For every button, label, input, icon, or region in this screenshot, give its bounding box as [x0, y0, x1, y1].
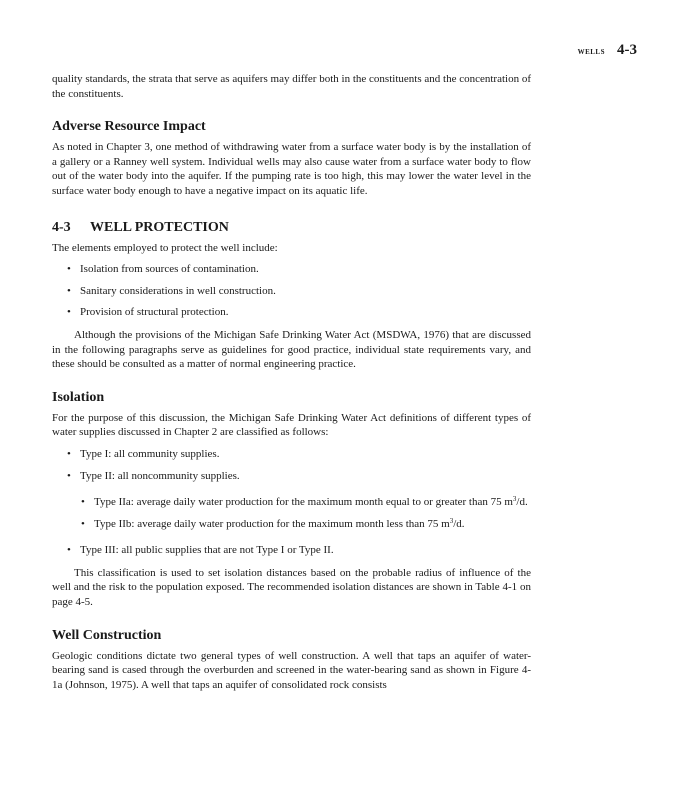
- list-item: • Isolation from sources of contamination.: [52, 262, 531, 277]
- unit-suffix: /d.: [516, 496, 528, 509]
- well-construction-heading: Well Construction: [52, 627, 162, 643]
- list-item: [52, 495, 531, 510]
- isolation-paragraph: For the purpose of this discussion, the Michigan Safe Drinking Water Act definitions of different types of water supplies discussed in Chapter 2 are classified as follows:: [52, 411, 531, 439]
- list-item: • Type II: all noncommunity supplies.: [52, 469, 531, 484]
- list-item: • Type I: all community supplies.: [52, 447, 531, 462]
- unit-suffix: /d.: [453, 517, 465, 530]
- adverse-impact-heading: Adverse Resource Impact: [52, 119, 206, 135]
- page-number: 4-3: [617, 42, 637, 58]
- unit-exponent: 3: [512, 495, 517, 504]
- type-2b-text: Type IIb: average daily water production for the maximum month less than 75 m: [94, 517, 450, 530]
- protection-intro: The elements employed to protect the well include:: [52, 241, 278, 254]
- supply-type-list: [52, 447, 531, 483]
- unit-exponent: 3: [449, 516, 454, 525]
- list-item: [52, 517, 531, 532]
- protection-list: [52, 262, 531, 320]
- protection-paragraph: Although the provisions of the Michigan Safe Drinking Water Act (MSDWA, 1976) that are discussed in the following paragraphs serve as guidelines for good practice, individual state requirements vary, and these should be consulted as a matter of normal engineering practice.: [52, 328, 531, 371]
- supply-subtype-list: [52, 495, 531, 531]
- page-body: [52, 72, 531, 692]
- intro-paragraph: quality standards, the strata that serve as aquifers may differ both in the constituents and the concentration of the constituents.: [52, 73, 531, 100]
- adverse-impact-paragraph: As noted in Chapter 3, one method of withdrawing water from a surface water body is by the installation of a gallery or a Ranney well system. Individual wells may also cause water from a surface water body to flow out of the water body into the aquifer. If the pumping rate is too high, this may lower the water level in the surface water body enough to have a negative impact on its aquatic life.: [52, 141, 531, 197]
- running-header: [578, 42, 637, 59]
- type-2a-text: Type IIa: average daily water production for the maximum month equal to or greater than 75 m: [94, 496, 513, 509]
- isolation-heading: Isolation: [52, 389, 105, 405]
- classification-paragraph: This classification is used to set isolation distances based on the probable radius of influence of the well and the risk to the population exposed. The recommended isolation distances are shown in Table 4-1 on page 4-5.: [52, 566, 531, 609]
- section-title: WELL PROTECTION: [90, 219, 229, 235]
- list-item: • Provision of structural protection.: [52, 305, 531, 320]
- list-item: • Type III: all public supplies that are not Type I or Type II.: [52, 543, 531, 558]
- list-item: • Sanitary considerations in well construction.: [52, 284, 531, 299]
- section-number: 4-3: [52, 219, 71, 235]
- running-header-section: WELLS: [577, 48, 605, 56]
- supply-type-list-continued: [52, 543, 531, 558]
- well-protection-heading: [52, 219, 531, 236]
- well-construction-paragraph: Geologic conditions dictate two general types of well construction. A well that taps an aquifer of water-bearing sand is cased through the overburden and screened in the water-bearing sand as shown in Figure 4-1a (Johnson, 1975). A well that taps an aquifer of consolidated rock consists: [52, 649, 531, 691]
